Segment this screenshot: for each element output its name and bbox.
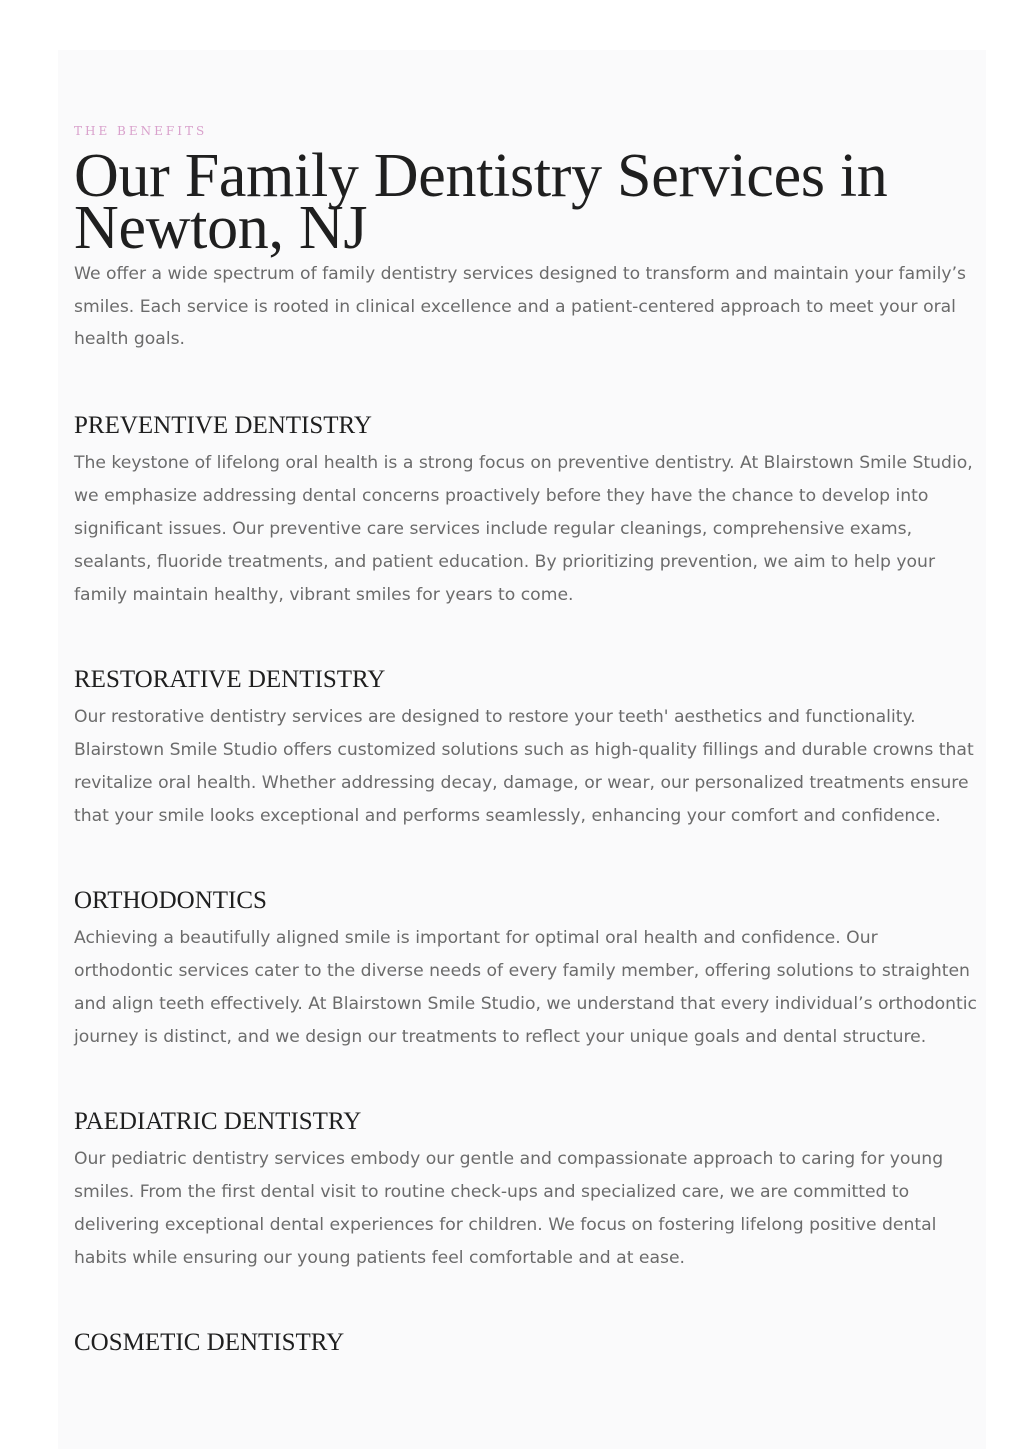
page-title: Our Family Dentistry Services in Newton, NJ: [74, 142, 888, 262]
service-description: The keystone of lifelong oral health is a strong focus on preventive dentistry. At Blairstown Smile Studio, we emphasize addressing dental concerns proactively before they have the chance to develop into significant issues. Our preventive care services include regular cleanings, comprehensive exams, sealants, fluoride treatments, and patient education. By prioritizing prevention, we aim to help your family maintain healthy, vibrant smiles for years to come.: [74, 452, 973, 605]
section-eyebrow: THE BENEFITS: [74, 124, 208, 138]
service-paediatric: [74, 1107, 979, 1275]
service-description: Our pediatric dentistry services embody our gentle and compassionate approach to caring for young smiles. From the first dental visit to routine check-ups and specialized care, we are committed to delivering exceptional dental experiences for children. We focus on fostering lifelong positive dental habits while ensuring our young patients feel comfortable and at ease.: [74, 1148, 944, 1268]
service-description: Our restorative dentistry services are designed to restore your teeth' aesthetics and functionality. Blairstown Smile Studio offers customized solutions such as high-quality fillings and durable crowns that revitalize oral health. Whether addressing decay, damage, or wear, our personalized treatments ensure that your smile looks exceptional and performs seamlessly, enhancing your comfort and confidence.: [74, 706, 974, 826]
service-title: RESTORATIVE DENTISTRY: [74, 665, 386, 693]
intro-paragraph: We offer a wide spectrum of family dentistry services designed to transform and maintain your family’s smiles. Each service is rooted in clinical excellence and a patient-centered approach to meet your oral health goals.: [74, 264, 966, 349]
service-title: PAEDIATRIC DENTISTRY: [74, 1107, 362, 1135]
service-preventive: [74, 411, 979, 612]
service-restorative: [74, 665, 979, 833]
benefits-section: [74, 122, 979, 1358]
service-cosmetic: [74, 1328, 979, 1358]
service-title: ORTHODONTICS: [74, 886, 267, 914]
service-description: Achieving a beautifully aligned smile is important for optimal oral health and confidence. Our orthodontic services cater to the diverse needs of every family member, offering solutions to straighten and align teeth effectively. At Blairstown Smile Studio, we understand that every individual’s orthodontic journey is distinct, and we design our treatments to reflect your unique goals and dental structure.: [74, 927, 978, 1047]
service-title: PREVENTIVE DENTISTRY: [74, 411, 372, 439]
service-title: COSMETIC DENTISTRY: [74, 1328, 345, 1356]
service-orthodontics: [74, 886, 979, 1054]
